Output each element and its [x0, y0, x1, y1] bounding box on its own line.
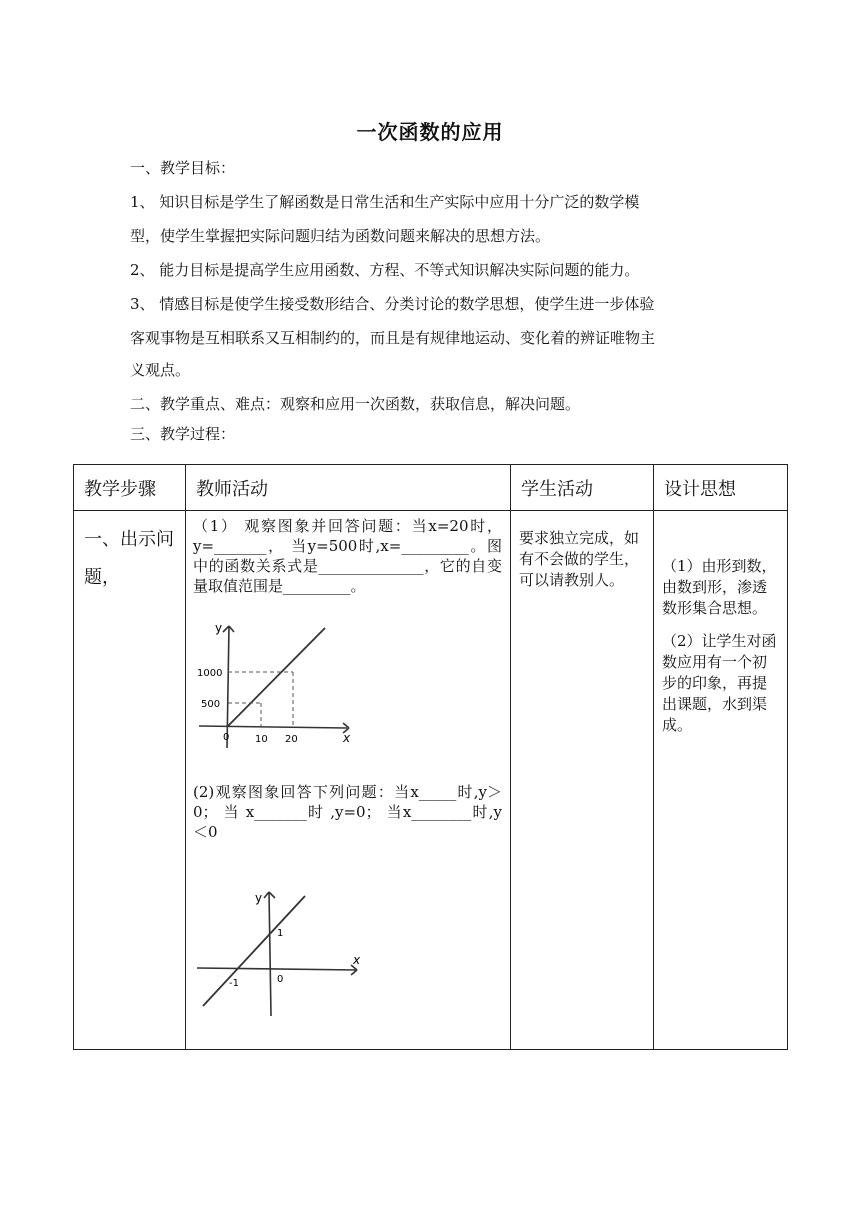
- key-points: 二、教学重点、难点：观察和应用一次函数，获取信息，解决问题。: [130, 395, 581, 413]
- teacher-question-1: （1） 观察图象并回答问题：当x=20时，y=_______， 当y=500时,x=_________。图中的函数关系式是______________，它的自变量取值范围是_________。: [193, 517, 502, 595]
- teacher-activity-cell: [186, 511, 511, 1050]
- header-student: 学生活动: [511, 465, 654, 511]
- graph-2-x-axis: [197, 968, 357, 970]
- graph-1-origin: 0: [223, 732, 230, 743]
- document-title: 一次函数的应用: [356, 120, 504, 144]
- header-step: 教学步骤: [74, 465, 186, 511]
- graph-2-y-axis: [269, 892, 271, 1016]
- teacher-question-2: (2)观察图象回答下列问题：当x_____时,y＞0； 当 x_______时 ,y=0； 当x________时,y＜0: [193, 783, 502, 841]
- design-point-1: （1）由形到数，由数到形，渗透数形集合思想。: [662, 557, 777, 617]
- graph-2-x-tick: -1: [229, 978, 239, 989]
- design-cell: [654, 511, 788, 1050]
- graph-2-x-label: x: [353, 953, 361, 967]
- header-design: 设计思想: [654, 465, 788, 511]
- graph-1-y-axis: [227, 626, 229, 748]
- graph-1-y-tick-1000: 1000: [197, 668, 223, 679]
- objective-2: 2、 能力目标是提高学生应用函数、方程、不等式知识解决实际问题的能力。: [130, 261, 640, 279]
- graph-1-x-tick-20: 20: [285, 734, 298, 745]
- graph-1-y-tick-500: 500: [201, 699, 221, 710]
- graph-2-y-label: y: [255, 891, 263, 905]
- student-activity-cell: 要求独立完成，如有不会做的学生，可以请教别人。: [511, 511, 654, 1050]
- graph-1-y-label: y: [215, 621, 223, 635]
- design-point-2: （2）让学生对函数应用有一个初步的印象，再提出课题，水到渠成。: [662, 632, 777, 734]
- graph-1-x-label: x: [343, 731, 351, 745]
- graph-1: [197, 618, 357, 758]
- graph-1-x-tick-10: 10: [255, 734, 268, 745]
- graph-1-line: [228, 628, 325, 726]
- objective-3-line-2: 客观事物是互相联系又互相制约的，而且是有规律地运动、变化着的辨证唯物主: [130, 329, 656, 347]
- objective-3-line-3: 义观点。: [130, 361, 191, 379]
- objective-1-line-1: 1、 知识目标是学生了解函数是日常生活和生产实际中应用十分广泛的数学模: [130, 193, 640, 211]
- lesson-plan-table: [73, 464, 788, 1050]
- header-teacher: 教师活动: [186, 465, 511, 511]
- graph-2-line: [203, 896, 305, 1006]
- graph-1-x-axis: [199, 726, 347, 728]
- table-header-row: [74, 465, 788, 511]
- graph-2: [197, 884, 367, 1024]
- graph-2-origin: 0: [277, 974, 284, 985]
- objective-3-line-1: 3、 情感目标是使学生接受数形结合、分类讨论的数学思想，使学生进一步体验: [130, 295, 655, 313]
- step-cell: 一、出示问题，: [74, 511, 186, 1050]
- process-heading: 三、教学过程：: [130, 425, 236, 443]
- objectives-heading: 一、教学目标：: [130, 159, 236, 177]
- table-row: [74, 511, 788, 1050]
- objective-1-line-2: 型，使学生掌握把实际问题归结为函数问题来解决的思想方法。: [130, 227, 551, 245]
- graph-2-y-tick: 1: [277, 928, 284, 939]
